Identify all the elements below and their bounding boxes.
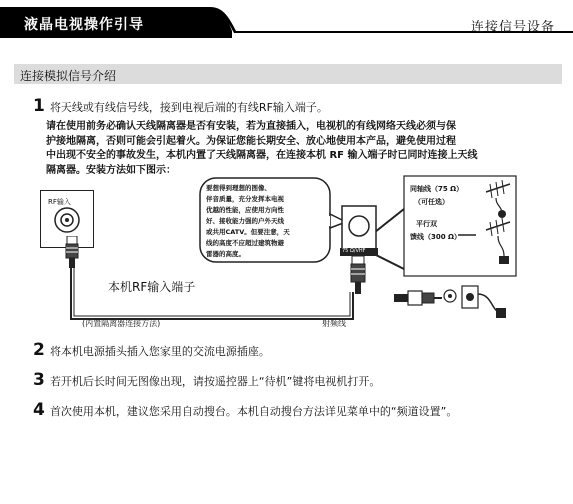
- step-4-text: 首次使用本机，建议您采用自动搜台。本机自动搜台方法详见菜单中的“频道设置”。: [49, 405, 458, 418]
- step-1-text: 将天线或有线信号线，接到电视后端的有线RF输入端子。: [49, 101, 328, 114]
- jack-plug-icon: [348, 256, 368, 294]
- header-chapter-title: 连接信号设备: [470, 20, 555, 35]
- callout-line: 要想得到理想的图像、: [206, 184, 271, 192]
- safety-paragraph: [46, 120, 556, 178]
- feeder-line-icon: [458, 230, 478, 240]
- callout-line: 伴音质量，充分发挥本电视: [206, 195, 284, 203]
- adapter-set-icon: [442, 282, 512, 322]
- radio-line-label: 射频线: [322, 319, 346, 328]
- rf-port-label: RF输入: [48, 198, 71, 206]
- feeder-label: 馈线（300 Ω）: [410, 233, 461, 241]
- rf-plug-icon: [64, 236, 80, 268]
- step-2-number: 2: [33, 340, 45, 360]
- rf-port-caption: 本机RF输入端子: [108, 280, 196, 294]
- paragraph-line: 护接地隔离，否则可能会引起着火。为保证您能长期安全、放心地使用本产品，避免使用过程: [46, 135, 456, 147]
- rf-jack-icon: [53, 206, 81, 234]
- paragraph-line: 隔离器。安装方法如下图示：: [46, 164, 176, 176]
- step-1: [33, 96, 328, 116]
- paragraph-line: 请在使用前务必确认天线隔离器是否有安装，若为直接插入，电视机的有线网络天线必须与保: [46, 121, 456, 132]
- coax-label: 同轴线（75 Ω）: [410, 185, 464, 193]
- step-3: [33, 370, 380, 390]
- callout-line: 优越的性能，应使用方向性: [206, 206, 284, 214]
- step-2-text: 将本机电源插头插入您家里的交流电源插座。: [49, 345, 270, 358]
- callout-line: 好、接收能力强的户外天线: [206, 217, 284, 225]
- isolator-note: (内置隔离器连接方法): [82, 319, 161, 328]
- callout-text: [206, 183, 324, 260]
- callout-line: 雷器的高度。: [206, 250, 245, 258]
- wall-jack-label: 75 Ω/VHF: [342, 248, 366, 254]
- step-4-number: 4: [33, 400, 45, 420]
- section-title: 连接模拟信号介绍: [20, 69, 117, 83]
- header-title: 液晶电视操作引导: [24, 17, 144, 33]
- step-3-text: 若开机后长时间无图像出现，请按遥控器上“待机”键将电视机打开。: [49, 375, 381, 388]
- step-1-number: 1: [33, 96, 45, 116]
- parallel-label: 平行双: [416, 220, 437, 228]
- antenna-icon: [482, 180, 514, 220]
- antenna-icon: [482, 218, 514, 266]
- step-3-number: 3: [33, 370, 45, 390]
- connection-diagram: [38, 174, 538, 334]
- optional-label: （可任选）: [414, 198, 449, 206]
- wall-jack-icon: [338, 204, 380, 264]
- callout-line: 线的高度不应超过建筑物避: [206, 239, 284, 247]
- step-4: [33, 400, 457, 420]
- callout-line: 或共用CATV。但要注意，天: [206, 228, 290, 236]
- adapter-plug-icon: [394, 288, 442, 308]
- step-2: [33, 340, 270, 360]
- paragraph-line: 中出现不安全的事故发生，本机内置了天线隔离器，在连接本机 RF 输入端子时已同时连接上天线: [46, 150, 478, 161]
